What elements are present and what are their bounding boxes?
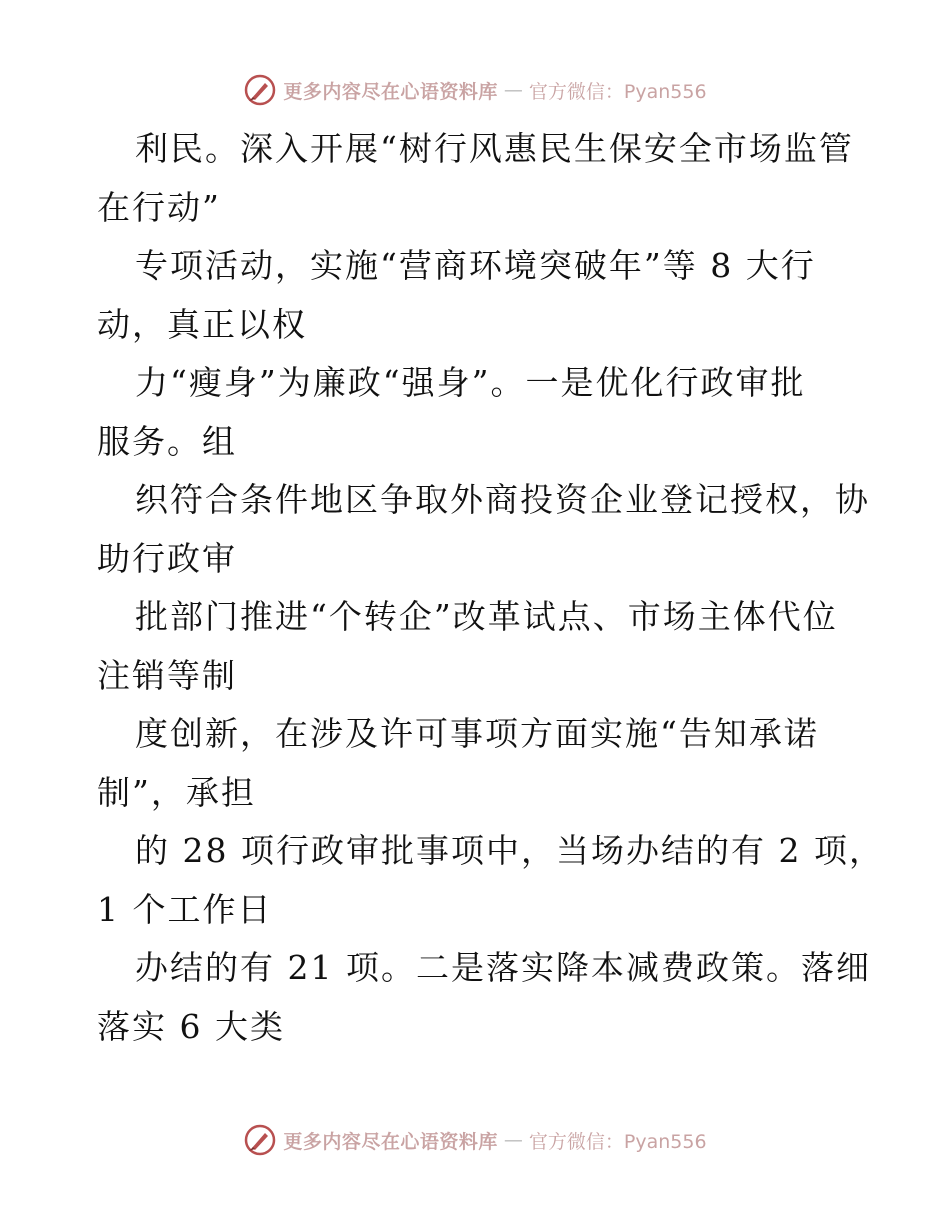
watermark-title: 更多内容尽在心语资料库	[283, 80, 498, 103]
watermark-contact: 官方微信：Pyan556	[528, 1130, 707, 1153]
watermark-separator: —	[503, 1129, 523, 1151]
pen-logo-icon	[243, 73, 277, 107]
text-line: 力“瘦身”为廉政“强身”。一是优化行政审批	[135, 363, 806, 402]
document-body	[97, 120, 884, 1056]
header-watermark	[0, 72, 950, 108]
text-line: 批部门推进“个转企”改革试点、市场主体代位	[135, 597, 838, 636]
watermark-separator: —	[503, 79, 523, 101]
text-line: 度创新，在涉及许可事项方面实施“告知承诺	[135, 714, 819, 753]
text-line: 在行动”	[97, 187, 221, 227]
text-line: 办结的有 21 项。二是落实降本减费政策。落细	[135, 948, 871, 987]
pen-logo-icon	[243, 1123, 277, 1157]
text-line: 服务。组	[97, 421, 237, 461]
text-line: 制”，承担	[97, 772, 256, 812]
text-line: 织符合条件地区争取外商投资企业登记授权，协	[135, 480, 870, 519]
text-line: 1 个工作日	[97, 889, 273, 929]
text-line: 的 28 项行政审批事项中，当场办结的有 2 项，	[135, 831, 884, 870]
text-line: 专项活动，实施“营商环境突破年”等 8 大行	[135, 246, 816, 285]
footer-watermark	[0, 1122, 950, 1158]
text-line: 落实 6 大类	[97, 1006, 285, 1046]
text-line: 动，真正以权	[97, 304, 307, 344]
text-line: 利民。深入开展“树行风惠民生保安全市场监管	[135, 129, 854, 168]
watermark-title: 更多内容尽在心语资料库	[283, 1130, 498, 1153]
watermark-contact: 官方微信：Pyan556	[528, 80, 707, 103]
text-line: 助行政审	[97, 538, 237, 578]
text-line: 注销等制	[97, 655, 237, 695]
